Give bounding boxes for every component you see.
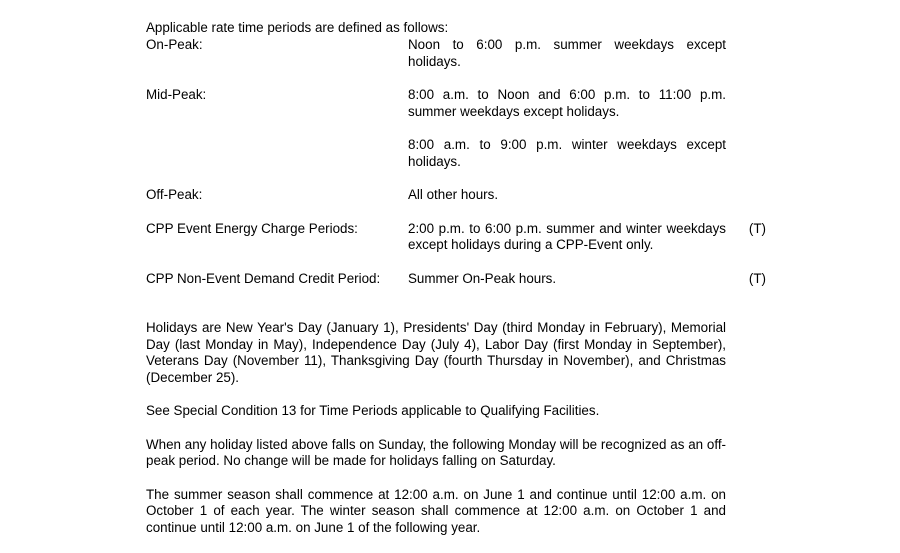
period-label: Off-Peak:: [146, 187, 203, 202]
revision-mark: [726, 187, 766, 204]
period-description: 8:00 a.m. to 9:00 p.m. winter weekdays except holidays.: [408, 137, 726, 169]
period-description: 2:00 p.m. to 6:00 p.m. summer and winter weekdays except holidays during a CPP-Event only.: [408, 220, 726, 252]
period-description: All other hours.: [408, 187, 499, 202]
special-condition-paragraph: See Special Condition 13 for Time Periods applicable to Qualifying Facilities.: [146, 403, 600, 418]
period-description: Summer On-Peak hours.: [408, 270, 557, 286]
revision-mark: (T): [748, 270, 766, 286]
period-row-cpp-non-event: [146, 271, 766, 288]
period-row-off-peak: [146, 187, 766, 204]
period-label: Mid-Peak:: [146, 87, 207, 102]
period-row-cpp-event: [146, 221, 766, 254]
time-period-table: [146, 37, 766, 287]
period-row-mid-peak: [146, 87, 766, 120]
revision-mark: [726, 87, 766, 120]
intro-line: Applicable rate time periods are defined as follows:: [146, 20, 449, 35]
revision-mark: [726, 37, 766, 70]
period-label: On-Peak:: [146, 37, 203, 52]
period-row-mid-peak-winter: [146, 137, 766, 170]
sunday-holiday-paragraph: When any holiday listed above falls on Sunday, the following Monday will be recognized as an off-peak period. No change will be made for holidays falling on Saturday.: [146, 436, 726, 468]
notes-section: [146, 320, 726, 553]
period-description: 8:00 a.m. to Noon and 6:00 p.m. to 11:00 p.m. summer weekdays except holidays.: [408, 87, 726, 119]
period-description: Noon to 6:00 p.m. summer weekdays except holidays.: [408, 37, 726, 69]
period-label: CPP Event Energy Charge Periods:: [146, 220, 358, 236]
revision-mark: (T): [748, 220, 766, 236]
holidays-paragraph: Holidays are New Year's Day (January 1), Presidents' Day (third Monday in February), Memorial Day (last Monday in May), Independence Day (July 4), Labor Day (first Monday in September), Veterans Day (November 11), Thanksgiving Day (fourth Thursday in November), and Christmas (December 25).: [146, 320, 726, 385]
season-paragraph: The summer season shall commence at 12:00 a.m. on June 1 and continue until 12:00 a.m. on October 1 of each year. The winter season shall commence at 12:00 a.m. on October 1 and continue until 12:00 a.m. on June 1 of the following year.: [146, 486, 726, 535]
period-row-on-peak: [146, 37, 766, 70]
period-label: CPP Non-Event Demand Credit Period:: [146, 270, 381, 286]
